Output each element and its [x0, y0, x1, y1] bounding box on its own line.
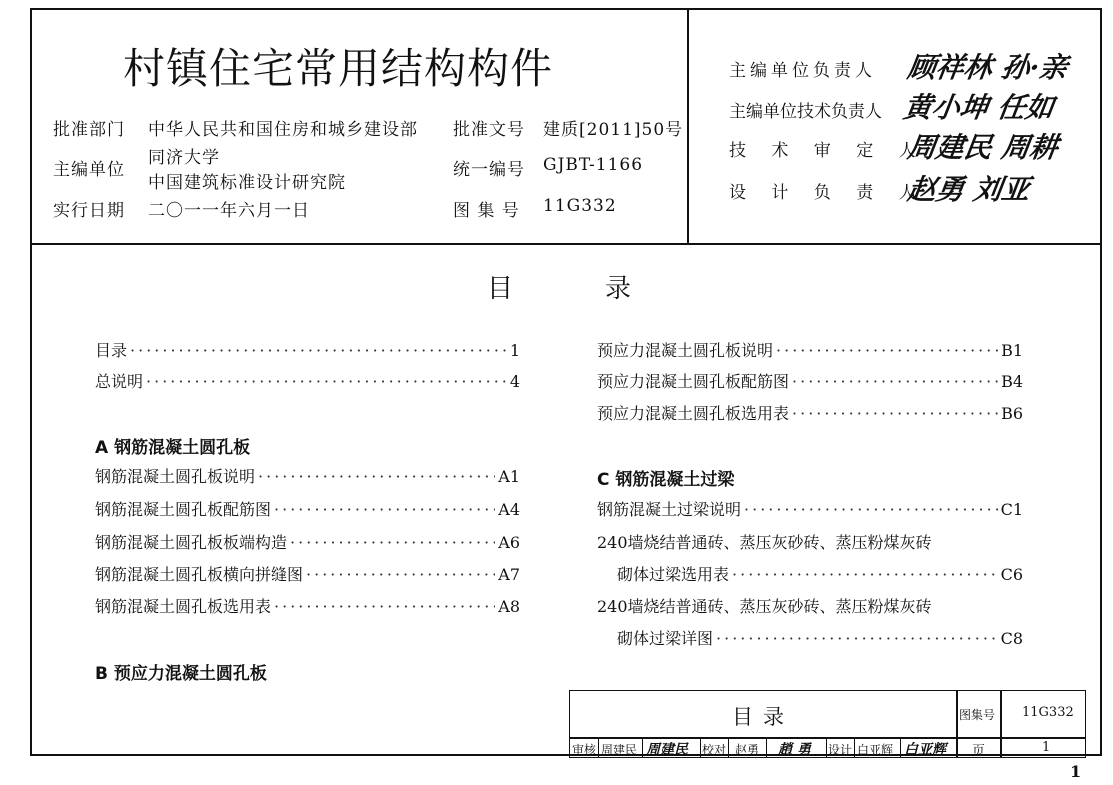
- leader-dots: [716, 629, 998, 648]
- toc-entry-page: B6: [1001, 404, 1023, 423]
- approval-dept-value: 中华人民共和国住房和城乡建设部: [148, 120, 418, 140]
- effective-date-value: 二〇一一年六月一日: [148, 201, 310, 221]
- toc-entry-label: 砌体过梁选用表: [617, 565, 730, 584]
- toc-entry-a7[interactable]: [95, 562, 520, 584]
- leader-dots: [290, 533, 495, 552]
- toc-entry-page: C1: [1000, 500, 1023, 519]
- title-block-vline: [766, 737, 767, 758]
- toc-entry-label: 钢筋混凝土圆孔板配筋图: [95, 500, 272, 519]
- toc-entry-b1[interactable]: [597, 338, 1023, 360]
- title-block-vline: [1000, 691, 1002, 757]
- toc-entry-label: 预应力混凝土圆孔板配筋图: [597, 372, 790, 391]
- leader-dots: [274, 500, 495, 519]
- toc-entry-page: A4: [498, 500, 520, 519]
- review-label: 审核: [572, 743, 597, 757]
- toc-entry-page: C8: [1000, 629, 1023, 648]
- chief-editor-label: 主编单位负责人: [729, 61, 876, 81]
- title-block-vline: [642, 737, 643, 758]
- toc-entry-label: 钢筋混凝土圆孔板选用表: [95, 597, 272, 616]
- approval-doc-value: 建质[2011]50号: [543, 120, 684, 140]
- atlas-no-label: 图 集 号: [453, 201, 520, 221]
- toc-entry-label: 砌体过梁详图: [617, 629, 714, 648]
- toc-entry-a1[interactable]: [95, 464, 520, 486]
- chief-editor-signature: 顾祥林 孙·亲: [905, 51, 1070, 84]
- toc-entry-label: 钢筋混凝土过梁说明: [597, 500, 742, 519]
- toc-entry-label: 总说明: [95, 372, 144, 391]
- unified-no-value: GJBT-1166: [543, 155, 644, 175]
- section-c-heading: C 钢筋混凝土过梁: [597, 470, 735, 490]
- toc-entry-page: A7: [498, 565, 520, 584]
- title-block-vline: [728, 737, 729, 758]
- editor-label: 主编单位: [53, 160, 125, 180]
- toc-entry-c8-line1: 240墙烧结普通砖、蒸压灰砂砖、蒸压粉煤灰砖: [597, 597, 932, 616]
- leader-dots: [744, 500, 998, 519]
- toc-entry-page: C6: [1000, 565, 1023, 584]
- leader-dots: [306, 565, 495, 584]
- title-block-vline: [700, 737, 701, 758]
- leader-dots: [792, 372, 998, 391]
- tech-chief-label: 主编单位技术负责人: [729, 102, 882, 122]
- page-cell-value: 1: [1042, 740, 1051, 755]
- review-name: 周建民: [601, 743, 638, 757]
- editor-value-1: 同济大学: [148, 148, 220, 168]
- toc-entry-contents[interactable]: [95, 338, 520, 360]
- design-lead-signature: 赵勇 刘亚: [905, 173, 1032, 206]
- approval-doc-label: 批准文号: [453, 120, 525, 140]
- toc-title-char-2: 录: [605, 274, 632, 304]
- header-vertical-divider: [687, 8, 689, 244]
- title-block-title: 目录: [732, 705, 794, 729]
- design-signature: 白亚辉: [904, 742, 946, 758]
- design-label: 设计: [828, 743, 853, 757]
- design-lead-label: 设 计 负 责 人: [729, 183, 926, 203]
- leader-dots: [792, 404, 998, 423]
- toc-entry-page: B4: [1001, 372, 1023, 391]
- toc-entry-c1[interactable]: [597, 497, 1023, 519]
- effective-date-label: 实行日期: [53, 201, 125, 221]
- toc-entry-label: 钢筋混凝土圆孔板说明: [95, 467, 256, 486]
- atlas-no-cell-label: 图集号: [959, 708, 996, 722]
- approval-dept-label: 批准部门: [53, 120, 125, 140]
- check-label: 校对: [702, 743, 727, 757]
- check-name: 赵勇: [735, 743, 760, 757]
- toc-entry-page: A6: [498, 533, 520, 552]
- page-cell-label: 页: [972, 744, 986, 759]
- title-block: [569, 690, 1086, 758]
- check-signature: 趙 勇: [778, 742, 811, 758]
- toc-title-char-1: 目: [487, 274, 514, 304]
- design-name: 白亚辉: [857, 743, 894, 757]
- leader-dots: [146, 372, 507, 391]
- tech-chief-signature: 黄小坤 任如: [901, 91, 1056, 124]
- title-block-vline: [900, 737, 901, 758]
- toc-entry-c8[interactable]: [617, 626, 1023, 648]
- toc-entry-page: A8: [498, 597, 520, 616]
- title-block-vline: [598, 737, 599, 758]
- technical-reviewer-signature: 周建民 周耕: [905, 131, 1060, 164]
- atlas-no-cell-value: 11G332: [1022, 705, 1074, 720]
- review-signature: 周建民: [646, 742, 688, 758]
- leader-dots: [258, 467, 495, 486]
- toc-entry-general-notes[interactable]: [95, 369, 520, 391]
- leader-dots: [732, 565, 998, 584]
- page-number: 1: [1070, 762, 1082, 781]
- header-divider: [30, 243, 1102, 245]
- toc-entry-a4[interactable]: [95, 497, 520, 519]
- toc-entry-c6-line1: 240墙烧结普通砖、蒸压灰砂砖、蒸压粉煤灰砖: [597, 533, 932, 552]
- toc-entry-a6[interactable]: [95, 530, 520, 552]
- toc-entry-page: B1: [1001, 341, 1023, 360]
- toc-entry-b4[interactable]: [597, 369, 1023, 391]
- section-b-heading: B 预应力混凝土圆孔板: [95, 664, 267, 684]
- title-block-vline: [956, 691, 958, 757]
- toc-entry-a8[interactable]: [95, 594, 520, 616]
- toc-entry-page: 1: [509, 341, 520, 360]
- toc-entry-label: 钢筋混凝土圆孔板板端构造: [95, 533, 288, 552]
- leader-dots: [130, 341, 507, 360]
- atlas-title: 村镇住宅常用结构构件: [123, 44, 554, 93]
- toc-entry-b6[interactable]: [597, 401, 1023, 423]
- toc-entry-label: 预应力混凝土圆孔板选用表: [597, 404, 790, 423]
- editor-value-2: 中国建筑标准设计研究院: [148, 173, 346, 193]
- title-block-vline: [826, 737, 827, 758]
- leader-dots: [776, 341, 998, 360]
- toc-entry-page: A1: [498, 467, 520, 486]
- unified-no-label: 统一编号: [453, 160, 525, 180]
- leader-dots: [274, 597, 495, 616]
- section-a-heading: A 钢筋混凝土圆孔板: [95, 438, 251, 458]
- title-block-vline: [854, 737, 855, 758]
- toc-entry-c6[interactable]: [617, 562, 1023, 584]
- toc-entry-label: 预应力混凝土圆孔板说明: [597, 341, 774, 360]
- toc-entry-label: 钢筋混凝土圆孔板横向拼缝图: [95, 565, 304, 584]
- atlas-no-value: 11G332: [543, 196, 617, 216]
- toc-entry-page: 4: [509, 372, 520, 391]
- technical-reviewer-label: 技 术 审 定 人: [729, 141, 926, 161]
- toc-entry-label: 目录: [95, 341, 128, 360]
